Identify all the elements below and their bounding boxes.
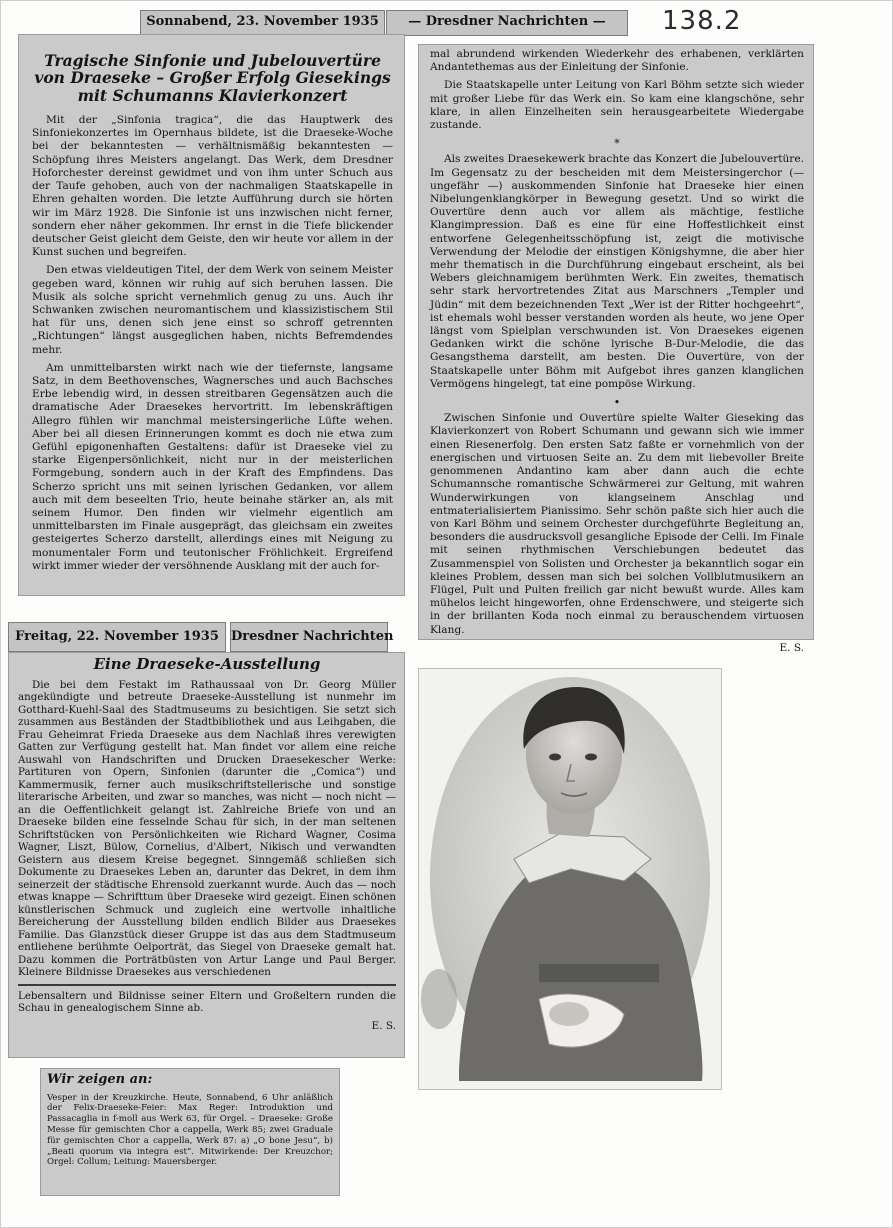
- header-paper-bottom: Dresdner Nachrichten: [230, 622, 388, 652]
- signature: E. S.: [779, 641, 804, 654]
- article-sinfonie-body-col1: [32, 114, 393, 573]
- article-wir-zeigen-an-body: [47, 1093, 333, 1169]
- handwritten-page-number: 138.2: [662, 6, 742, 36]
- article-ausstellung-headline: Eine Draeseke-Ausstellung: [93, 655, 321, 673]
- portrait-illustration: [418, 668, 722, 1090]
- header-date-top: Sonnabend, 23. November 1935: [140, 10, 385, 36]
- signature: E. S.: [371, 1019, 396, 1032]
- section-star: *: [614, 137, 620, 151]
- header-paper-top: — Dresdner Nachrichten —: [386, 10, 628, 36]
- article-ausstellung: [8, 652, 405, 1058]
- eye-right: [585, 754, 597, 761]
- paragraph: Zwischen Sinfonie und Ouvertüre spielte Walter Gieseking das Klavierkonzert von Robert Schumann und gewann sich wie immer einen Riesenerfolg. Den ersten Satz faßte er vornehmlich von der energischen und virtuosen Seite an. Zu dem mit liebevoller Breite genommenen Andantino kam aber dann auch die echte Schumannsche romantische Schwärmerei zur Geltung, mit wahren Wunderwirkungen von klangseinem Anschlag und entmaterialisiertem Pianissimo. Sehr schön paßte sich hier auch die von Karl Böhm und seinem Orchester durchgeführte Begleitung an, besonders die ausdrucksvoll gesangliche Episode der Celli. Im Finale mit seinen rhythmischen Verschiebungen bedeutet das Zusammenspiel von Solisten und Orchester ja bekanntlich sogar ein kleines Problem, dessen man sich bei solchen Vollblutmusikern an Flügel, Pult und Pulten freilich gar nicht bewußt wurde. Alles kam mühelos leicht hingeworfen, ohne Erdenschwere, und steigerte sich in der brillanten Koda noch einmal zu berauschendem virtuosen Klang.: [430, 412, 804, 636]
- paragraph: Am unmittelbarsten wirkt nach wie der tiefernste, langsame Satz, in dem Beethovensches, Wagnersches und auch Bachsches Erbe lebendig wird, in dessen streitbaren Gegensätzen auch die dramatische Ader Draesekes hervortritt. Im lebenskräftigen Allegro fühlen wir manchmal meistersingerliche Lüfte wehen. Aber bei all diesen Erinnerungen kommt es doch nie etwa zum Gefühl epigonenhaften Gestaltens: dafür ist Draeseke viel zu starke Eigenpersönlichkeit, nicht nur in der meisterlichen Formgebung, sondern auch in der Kraft des Empfindens. Das Scherzo spricht uns mit seinen lyrischen Gedanken, vor allem auch mit dem beseelten Trio, heute beinahe stärker an, als mit seinem Humor. Den finden wir vielmehr eigentlich am unmittelbarsten im Finale ausgeprägt, das gleichsam ein zweites gesteigertes Scherzo darstellt, allerdings eines mit Neigung zu monumentaler Form und teutonischer Fröhlichkeit. Ergreifend wirkt immer wieder der versöhnende Ausklang mit der auch for-: [32, 361, 393, 572]
- hand: [549, 1002, 589, 1026]
- article-wir-zeigen-an-headline: Wir zeigen an:: [47, 1072, 153, 1087]
- paragraph: Die Staatskapelle unter Leitung von Karl Böhm setzte sich wieder mit großer Liebe für das Werk ein. So kam eine klangschöne, sehr klare, in allen Einzelheiten sein herausgearbeitete Wiedergabe zustande.: [430, 79, 804, 132]
- article-sinfonie-body-col2: [430, 48, 804, 655]
- article-ausstellung-body: [18, 679, 396, 1033]
- eye-left: [549, 754, 561, 761]
- belt: [539, 964, 659, 982]
- paragraph: Mit der „Sinfonia tragica“, die das Hauptwerk des Sinfoniekonzertes im Opernhaus bildete, ist die Draeseke-Woche bei der bekanntesten — verhältnismäßig bekanntesten — Schöpfung ihres Meisters angelangt. Das Werk, dem Dresdner Hoforchester dereinst gewidmet und von ihm unter Schuch aus der Taufe gehoben, auch von der nachmaligen Staatskapelle in Ehren gehalten worden. Die letzte Aufführung durch sie hörten wir im März 1928. Die Sinfonie ist uns inzwischen nicht ferner, sondern eher näher gekommen. Ihr ernst in die Tiefe blickender deutscher Geist gleicht dem Geiste, den wir heute vor allem in der Kunst suchen und begreifen.: [32, 114, 393, 259]
- article-sinfonie-headline: Tragische Sinfonie und Jubelouvertüre von Draeseke – Großer Erfolg Giesekings mit Schumanns Klavierkonzert: [34, 51, 391, 105]
- paragraph: Lebensaltern und Bildnisse seiner Eltern und Großeltern runden die Schau in genealogischem Sinne ab.: [18, 989, 396, 1015]
- paragraph: Vesper in der Kreuzkirche. Heute, Sonnabend, 6 Uhr anläßlich der Felix-Draeseke-Feier: Max Reger: Introduktion und Passacaglia in f-moll aus Werk 63, für Orgel. – Draeseke: Große Messe für gemischten Chor a cappella, Werk 85; zwei Graduale für gemischten Chor a cappella, Werk 87: a) „O bone Jesu“, b) „Beati quorum via integra est“. Mitwirkende: Der Kreuzchor; Orgel: Collum; Leitung: Mauersberger.: [47, 1092, 333, 1168]
- divider: [18, 984, 396, 986]
- section-dot: •: [613, 396, 621, 410]
- article-wir-zeigen-an: [40, 1068, 340, 1196]
- article-sinfonie-col1: [18, 34, 405, 596]
- paragraph: mal abrundend wirkenden Wiederkehr des erhabenen, verklärten Andantethemas aus der Einleitung der Sinfonie.: [430, 48, 804, 74]
- table-shape: [421, 969, 457, 1029]
- article-sinfonie-col2: [418, 44, 814, 654]
- boy-portrait-drawing: [419, 669, 721, 1089]
- paragraph: Die bei dem Festakt im Rathaussaal von Dr. Georg Müller angekündigte und betreute Draeseke-Ausstellung ist nunmehr im Gotthard-Kuehl-Saal des Stadtmuseums zu besichtigen. Sie setzt sich zusammen aus Beständen der Stadtbibliothek und aus Leihgaben, die Frau Geheimrat Frieda Draeseke aus dem Nachlaß ihres verewigten Gatten zur Verfügung gestellt hat. Man findet vor allem eine reiche Auswahl von Handschriften und Drucken Draesekescher Werke: Partituren von Opern, Sinfonien (darunter die „Comica“) und Kammermusik, ferner auch musikschriftstellerische und sonstige literarische Arbeiten, und zwar so manches, was nicht — noch nicht — an die Oeffentlichkeit gelangt ist. Zahlreiche Briefe von und an Draeseke bilden eine fesselnde Schau für sich, in der man seltenen Schriftstücken von Persönlichkeiten wie Richard Wagner, Cosima Wagner, Liszt, Bülow, Cornelius, d'Albert, Nikisch und verwandten Geistern aus diesem Kreise begegnet. Sinngemäß schließen sich Dokumente zu Draesekes Leben an, darunter das Dekret, in dem ihm seinerzeit der städtische Ehrensold zuerkannt wurde. Auch das — noch etwas knappe — Schrifttum über Draeseke wird gezeigt. Einen schönen künstlerischen Schmuck und zugleich eine wertvolle inhaltliche Bereicherung der Ausstellung bilden endlich Bilder aus Draesekes Familie. Das Glanzstück dieser Gruppe ist das aus dem Stadtmuseum entliehene berühmte Oelporträt, das Siegel von Draeseke gemalt hat. Dazu kommen die Porträtbüsten von Artur Lange und Paul Berger. Kleinere Bildnisse Draesekes aus verschiedenen: [18, 678, 396, 979]
- paragraph: Als zweites Draesekewerk brachte das Konzert die Jubelouvertüre. Im Gegensatz zu der bescheiden mit dem Meistersingerchor (— ungefähr —) auskommenden Sinfonie hat Draeseke hier einen Nibelungenklangkörper in Bewegung gesetzt. Und so wirkt die Ouvertüre denn auch vor allem als mächtige, festliche Klangimpression. Daß es eine für eine Hoffestlichkeit einst entworfene Gelegenheitsschöpfung ist, zeigt die motivische Verwendung der Melodie der einstigen Königshymne, die aber hier mehr thematisch in die Durchführung eingebaut erscheint, als bei Webers gleichnamigem berühmten Werk. Ein zweites, thematisch sehr stark hervortretendes Zitat aus Marschners „Templer und Jüdin“ mit dem bezeichnenden Text „Wer ist der Ritter hochgeehrt“, ist ehemals wohl besser verstanden worden als heute, wo jene Oper längst vom Spielplan verschwunden ist. Von Draesekes eigenen Gedanken wirkt die schöne lyrische B-Dur-Melodie, die das Gesangsthema darstellt, am besten. Die Ouvertüre, von der Staatskapelle unter Böhm mit Aufgebot ihres ganzen klanglichen Vermögens hingelegt, tat eine pompöse Wirkung.: [430, 153, 804, 390]
- header-date-bottom: Freitag, 22. November 1935: [8, 622, 226, 652]
- paragraph: Den etwas vieldeutigen Titel, der dem Werk von seinem Meister gegeben ward, können wir ruhig auf sich beruhen lassen. Die Musik als solche spricht vernehmlich genug zu uns. Auch ihr Schwanken zwischen neuromantischem und klassizistischem Stil hat für uns, denen sich jene einst so schroff getrennten „Richtungen“ längst ausgeglichen haben, nichts Befremdendes mehr.: [32, 264, 393, 356]
